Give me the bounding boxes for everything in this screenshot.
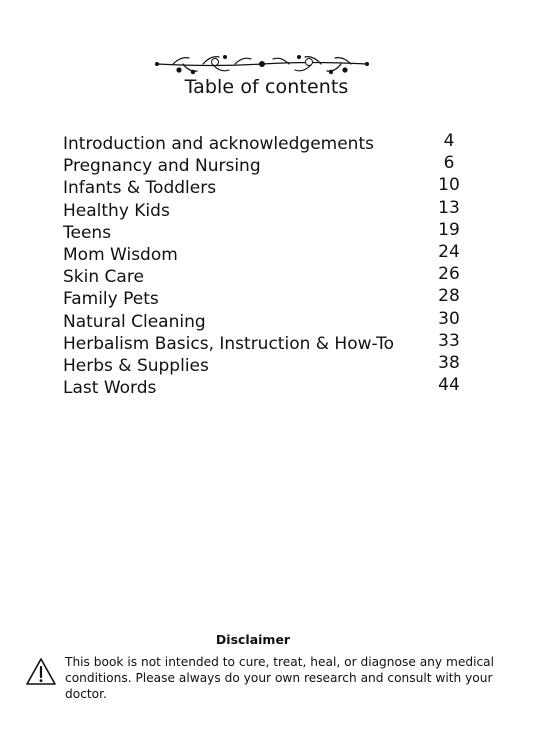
toc-page-number: 44 (438, 375, 460, 396)
toc-row (63, 241, 473, 266)
toc-row (63, 288, 473, 310)
toc-row (63, 266, 473, 288)
warning-icon (25, 656, 57, 688)
toc-row (63, 155, 473, 177)
toc-label: Teens (63, 222, 112, 243)
toc-page-number: 10 (438, 175, 460, 196)
toc-page-number: 33 (438, 330, 460, 351)
toc-label: Family Pets (63, 289, 159, 310)
toc-page-number: 24 (438, 241, 460, 262)
toc-page-number: 19 (438, 219, 460, 240)
toc-label: Herbs & Supplies (63, 355, 209, 376)
toc-page-number: 38 (438, 352, 460, 373)
toc-row (63, 308, 473, 333)
disclaimer-text: This book is not intended to cure, treat, heal, or diagnose any medical conditions. Please always do your own research and consult with your doctor. (65, 655, 495, 701)
toc-label: Healthy Kids (63, 200, 170, 221)
toc-page-number: 26 (438, 264, 460, 285)
toc-row (63, 330, 473, 355)
toc-page-number: 28 (438, 286, 460, 307)
table-of-contents (63, 133, 473, 399)
toc-row (63, 197, 473, 222)
toc-label: Herbalism Basics, Instruction & How-To (63, 333, 394, 354)
toc-page-number: 30 (438, 308, 460, 329)
disclaimer-title: Disclaimer (215, 632, 291, 647)
toc-row (63, 177, 473, 199)
page-title: Table of contents (184, 76, 349, 98)
toc-label: Last Words (63, 378, 157, 399)
toc-row (63, 219, 473, 244)
toc-label: Skin Care (63, 267, 144, 288)
toc-label: Infants & Toddlers (63, 178, 217, 199)
toc-row (63, 352, 473, 377)
toc-page-number: 6 (443, 153, 455, 174)
toc-label: Mom Wisdom (63, 244, 178, 265)
toc-label: Pregnancy and Nursing (63, 156, 261, 177)
toc-label: Introduction and acknowledgements (63, 134, 374, 154)
toc-row (63, 377, 473, 399)
toc-page-number: 13 (438, 197, 460, 218)
toc-row (63, 133, 473, 155)
toc-page-number: 4 (443, 131, 455, 151)
toc-label: Natural Cleaning (63, 311, 206, 332)
